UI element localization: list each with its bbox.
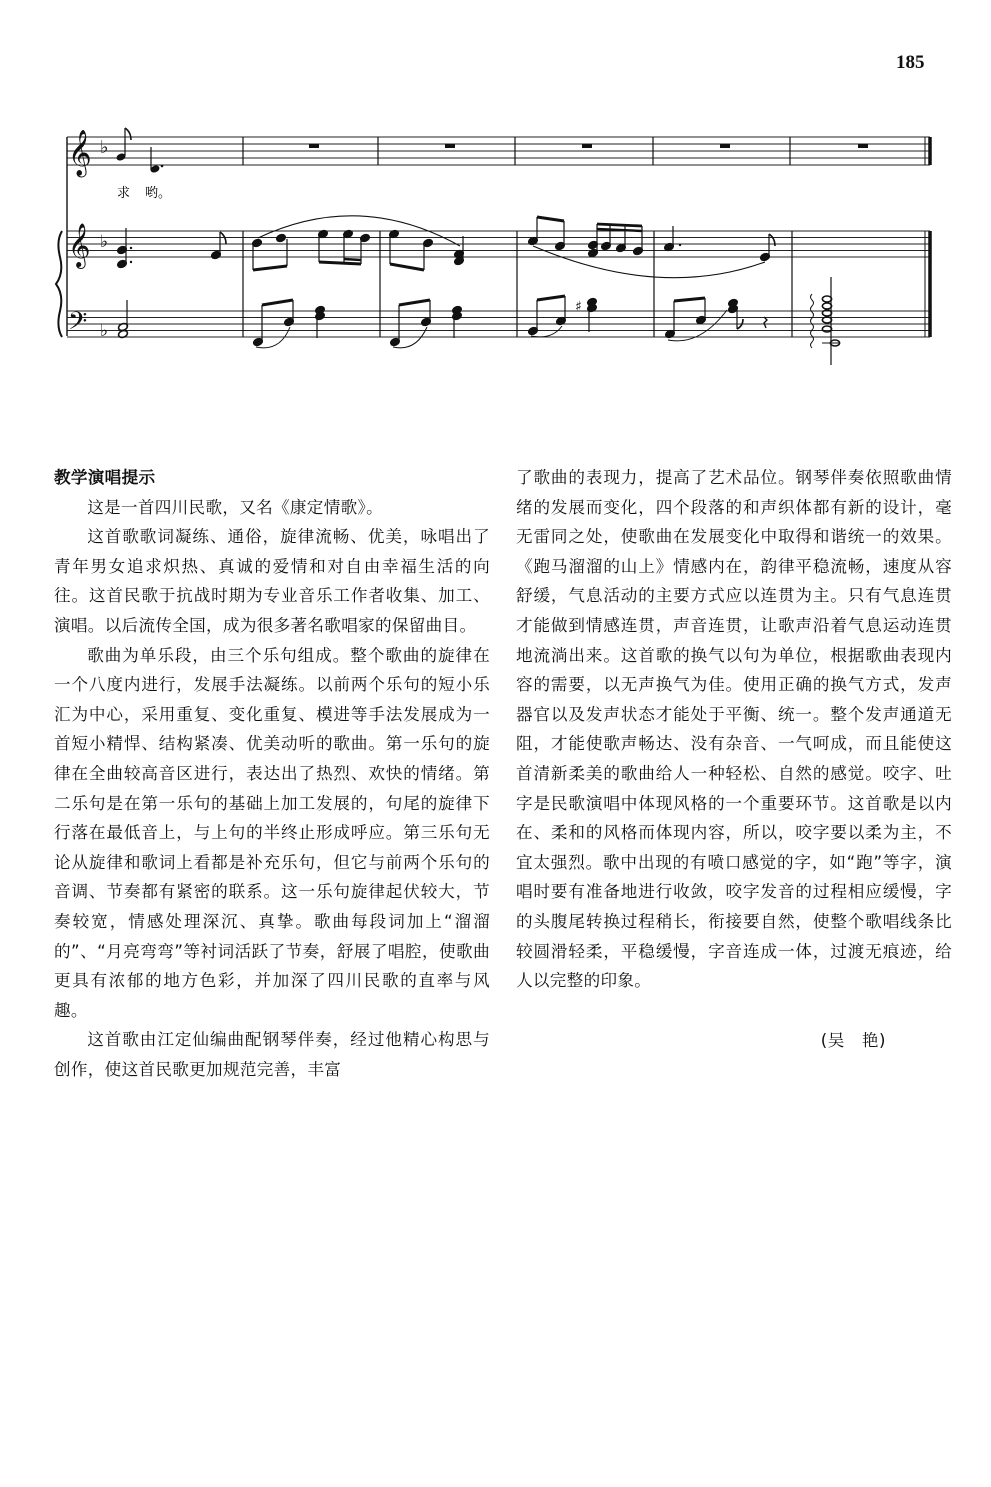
author: (吴 艳) bbox=[820, 1030, 886, 1050]
piano-treble-notes bbox=[116, 216, 775, 278]
piano-treble-staff bbox=[67, 231, 930, 257]
paragraph: 这是一首四川民歌，又名《康定情歌》。 bbox=[87, 497, 383, 517]
treble-clef-icon: 𝄞 bbox=[68, 130, 92, 176]
bass-clef-icon: 𝄢 bbox=[68, 307, 88, 342]
lyric-1: 求 bbox=[117, 186, 131, 201]
flat-icon: ♭ bbox=[100, 137, 109, 158]
piano-treble-flat-icon: ♭ bbox=[100, 232, 109, 252]
lyric-2: 哟。 bbox=[145, 186, 172, 201]
rests bbox=[309, 144, 868, 148]
bass-flat-icon: ♭ bbox=[100, 321, 109, 341]
section-heading: 教学演唱提示 bbox=[54, 468, 156, 487]
paragraph: 这首歌由江定仙编曲配钢琴伴奏，经过他精心构思与创作，使这首民歌更加规范完善，丰富 bbox=[54, 1030, 490, 1079]
piano-bass-staff bbox=[67, 311, 930, 337]
piano-barlines bbox=[243, 231, 930, 337]
svg-text:♯: ♯ bbox=[575, 299, 582, 315]
piano-treble-clef-icon: 𝄞 bbox=[68, 223, 91, 267]
voice-staff bbox=[67, 137, 930, 165]
paragraph: 了歌曲的表现力，提高了艺术品位。钢琴伴奏依照歌曲情绪的发展而变化，四个段落的和声织体都有新的设计，毫无雷同之处，使歌曲在发展变化中取得和谐统一的效果。《跑马溜溜的山上》情感内在，韵律平稳流畅，速度从容舒缓，气息活动的主要方式应以连贯为主。只有气息连贯才能做到情感连贯，声音连贯，让歌声沿着气息运动连贯地流淌出来。这首歌的换气以句为单位，根据歌曲表现内容的需要，以无声换气为佳。使用正确的换气方式，发声器官以及发声状态才能处于平衡、统一。整个发声通道无阻，才能使歌声畅达、没有杂音、一气呵成，而且能使这首清新柔美的歌曲给人一种轻松、自然的感觉。咬字、吐字是民歌演唱中体现风格的一个重要环节。这首歌是以内在、柔和的风格而体现内容，所以，咬字要以柔为主，不宜太强烈。歌中出现的有喷口感觉的字，如“跑”等字，演唱时要有准备地进行收敛，咬字发音的过程相应缓慢，字的头腹尾转换过程稍长，衔接要自然，使整个歌唱线条比较圆滑轻柔，平稳缓慢，字音连成一体，过渡无痕迹，给人以完整的印象。 bbox=[516, 468, 952, 991]
right-column bbox=[516, 463, 952, 1055]
music-score bbox=[0, 0, 991, 380]
paragraph: 这首歌歌词凝练、通俗，旋律流畅、优美，咏唱出了青年男女追求炽热、真诚的爱情和对自由幸福生活的向往。这首民歌于抗战时期为专业音乐工作者收集、加工、演唱。以后流传全国，成为很多著名歌唱家的保留曲目。 bbox=[54, 527, 490, 635]
page-number: 185 bbox=[896, 52, 925, 73]
piano-bass-notes bbox=[118, 277, 840, 365]
left-column bbox=[54, 463, 490, 1084]
brace-icon bbox=[56, 231, 62, 337]
paragraph: 歌曲为单乐段，由三个乐句组成。整个歌曲的旋律在一个八度内进行，发展手法凝练。以前两个乐句的短小乐汇为中心，采用重复、变化重复、模进等手法发展成为一首短小精悍、结构紧凑、优美动听的歌曲。第一乐句的旋律在全曲较高音区进行，表达出了热烈、欢快的情绪。第二乐句是在第一乐句的基础上加工发展的，句尾的旋律下行落在最低音上，与上句的半终止形成呼应。第三乐句无论从旋律和歌词上看都是补充乐句，但它与前两个乐句的音调、节奏都有紧密的联系。这一乐句旋律起伏较大，节奏较宽，情感处理深沉、真挚。歌曲每段词加上“溜溜的”、“月亮弯弯”等衬词活跃了节奏，舒展了唱腔，使歌曲更具有浓郁的地方色彩，并加深了四川民歌的直率与风趣。 bbox=[54, 645, 490, 1020]
